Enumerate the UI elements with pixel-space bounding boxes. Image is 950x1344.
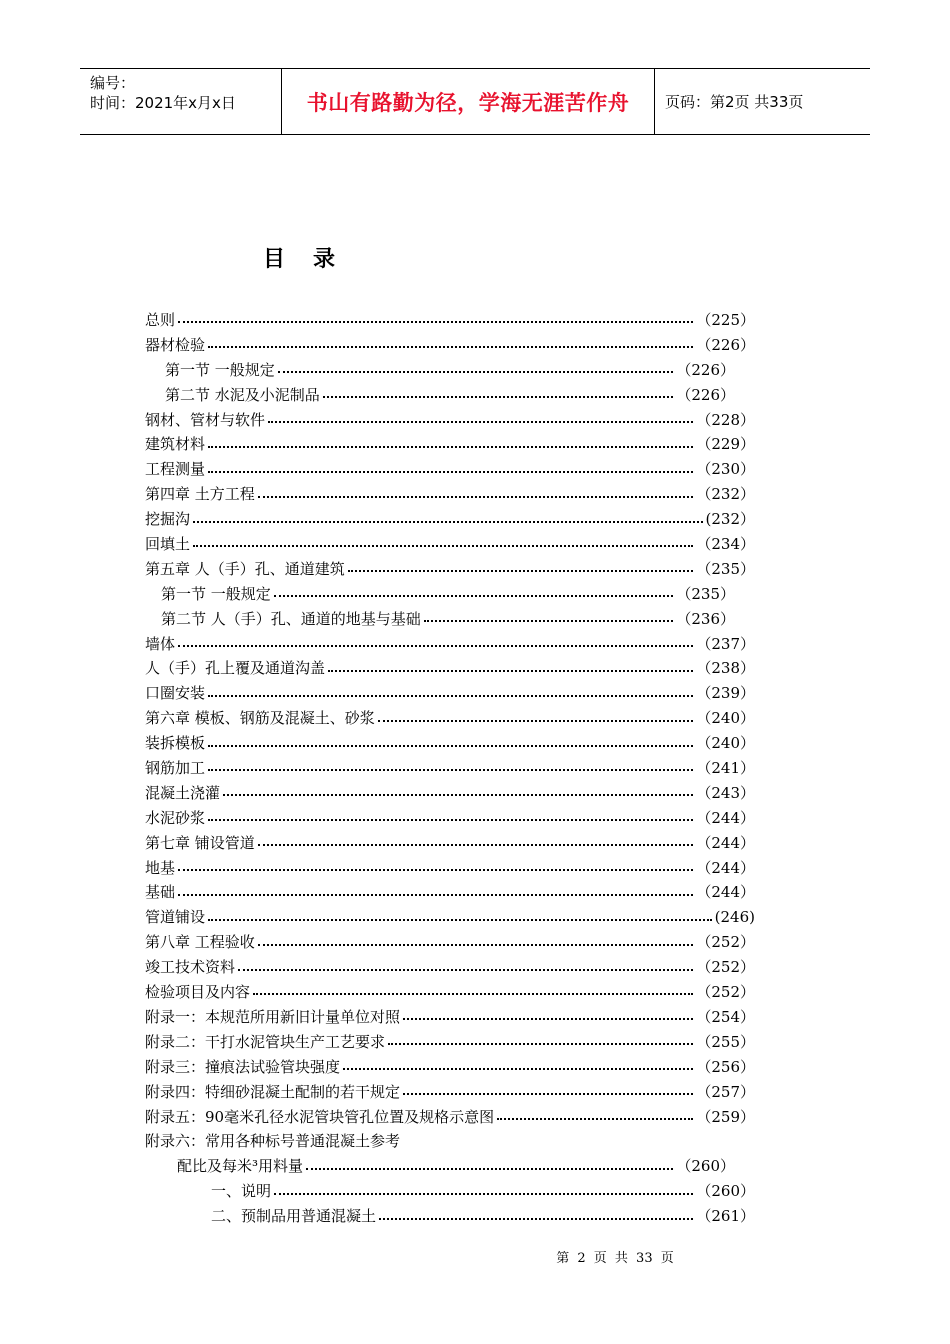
toc-leader-dots (268, 421, 693, 423)
toc-entry-label: 第七章 铺设管道 (145, 833, 255, 852)
toc-leader-dots (258, 844, 694, 846)
toc-leader-dots (253, 993, 693, 995)
toc-leader-dots (208, 446, 693, 448)
toc-entry-page: （257） (696, 1082, 755, 1101)
toc-entry-label: 附录六：常用各种标号普通混凝土参考 (145, 1132, 401, 1151)
toc-entry-label: 器材检验 (145, 335, 206, 354)
toc-entry-label: 第二节 水泥及小泥制品 (165, 385, 320, 404)
toc-entry-page: （254） (696, 1007, 755, 1026)
toc-entry (145, 482, 755, 507)
toc-entry-page: （236） (676, 609, 735, 628)
toc-entry-page: （252） (696, 958, 755, 977)
toc-entry (145, 806, 755, 831)
toc-entry-page: （244） (696, 883, 755, 902)
toc-entry-label: 水泥砂浆 (145, 808, 206, 827)
toc-leader-dots (274, 1193, 693, 1195)
toc-entry (145, 781, 755, 806)
toc-leader-dots (208, 819, 693, 821)
toc-entry (145, 308, 755, 333)
header-number: 编号： (90, 74, 136, 92)
toc-entry-label: 一、说明 (211, 1182, 272, 1201)
toc-entry-label: 总则 (145, 311, 176, 329)
toc-leader-dots (238, 969, 693, 971)
toc-entry-label: 基础 (145, 883, 176, 902)
toc-entry-label: 口圈安装 (145, 684, 206, 703)
toc-entry (145, 1055, 755, 1080)
toc-entry (145, 1080, 755, 1105)
toc-entry-page: （226） (676, 360, 735, 379)
toc-leader-dots (178, 894, 693, 896)
toc-entry (145, 358, 755, 383)
toc-leader-dots (348, 570, 694, 572)
toc-entry-page: （225） (696, 311, 755, 329)
toc-entry (145, 507, 755, 532)
toc-entry-page: （232） (696, 485, 755, 504)
toc-entry-page: （235） (696, 559, 755, 578)
toc-entry (145, 408, 755, 433)
toc-leader-dots (403, 1093, 693, 1095)
toc-entry (145, 1179, 755, 1204)
toc-entry-page: （244） (696, 858, 755, 877)
toc-entry (145, 532, 755, 557)
toc-leader-dots (278, 371, 674, 373)
toc-entry-page: （260） (676, 1157, 735, 1176)
toc-entry-page: （240） (696, 709, 755, 728)
toc-leader-dots (328, 670, 693, 672)
toc-leader-dots (208, 769, 693, 771)
toc-entry-page: （260） (696, 1182, 755, 1201)
toc-entry-label: 二、预制品用普通混凝土 (211, 1207, 377, 1226)
toc-title: 目录 (263, 247, 364, 272)
toc-leader-dots (208, 471, 693, 473)
toc-leader-dots (208, 346, 693, 348)
toc-entry (145, 656, 755, 681)
toc-leader-dots (258, 944, 694, 946)
header-motto: 书山有路勤为径，学海无涯苦作舟 (282, 69, 655, 134)
toc-entry (145, 856, 755, 881)
toc-entry (145, 980, 755, 1005)
toc-leader-dots (178, 645, 693, 647)
toc-entry-label: 检验项目及内容 (145, 983, 251, 1002)
toc-entry-label: 工程测量 (145, 460, 206, 479)
toc-entry (145, 756, 755, 781)
toc-entry-page: （252） (696, 983, 755, 1002)
toc-leader-dots (178, 869, 693, 871)
toc-entry (145, 1129, 755, 1154)
toc-entry-page: （252） (696, 933, 755, 952)
toc-leader-dots (379, 1218, 693, 1220)
toc-entry (145, 1204, 755, 1229)
toc-entry-page: （261） (696, 1207, 755, 1226)
toc-entry (145, 1105, 755, 1130)
toc-entry-label: 钢材、管材与软件 (145, 410, 266, 429)
toc-entry (145, 955, 755, 980)
toc-entry-page: （256） (696, 1057, 755, 1076)
toc-entry (145, 706, 755, 731)
toc-entry-label: 第二节 人（手）孔、通道的地基与基础 (161, 609, 421, 628)
toc-leader-dots (403, 1018, 693, 1020)
toc-leader-dots (497, 1118, 693, 1120)
toc-leader-dots (208, 919, 712, 921)
page-header (80, 68, 870, 135)
toc-entry-label: 建筑材料 (145, 435, 206, 454)
header-meta (80, 69, 282, 134)
toc-entry (145, 1154, 755, 1179)
toc-entry-page: （241） (696, 759, 755, 778)
toc-entry-label: 第一节 一般规定 (161, 584, 271, 603)
toc-entry-page: （228） (696, 410, 755, 429)
header-page-info: 页码：第2页 共33页 (665, 93, 804, 111)
toc-entry (145, 731, 755, 756)
toc-entry-page: （255） (696, 1032, 755, 1051)
toc-entry (145, 905, 755, 930)
toc-entry-label: 第一节 一般规定 (165, 360, 275, 379)
toc-entry-page: （240） (696, 734, 755, 753)
toc-leader-dots (208, 745, 693, 747)
toc-entry-page: （230） (696, 460, 755, 479)
page-footer: 第 2 页 共 33 页 (556, 1251, 674, 1266)
toc-entry-label: 地基 (145, 858, 176, 877)
toc-entry-page: (232） (705, 510, 755, 529)
toc-entry-page: （238） (696, 659, 755, 678)
toc-entry-page: （244） (696, 833, 755, 852)
toc-entry (145, 1005, 755, 1030)
toc-entry-label: 附录五：90毫米孔径水泥管块管孔位置及规格示意图 (145, 1107, 495, 1126)
toc-entry (145, 880, 755, 905)
toc-entry-page: （235） (676, 584, 735, 603)
toc-entry (145, 831, 755, 856)
toc-entry (145, 1030, 755, 1055)
toc-leader-dots (306, 1168, 673, 1170)
toc-entry-label: 配比及每米³用料量 (177, 1157, 304, 1176)
toc-entry (145, 383, 755, 408)
toc-entry (145, 557, 755, 582)
toc-leader-dots (274, 595, 674, 597)
toc-leader-dots (223, 794, 693, 796)
toc-entry-label: 第六章 模板、钢筋及混凝土、砂浆 (145, 709, 375, 728)
toc-entry-label: 挖掘沟 (145, 510, 191, 529)
toc-entry-page: (246) (714, 908, 755, 927)
toc-leader-dots (258, 496, 694, 498)
toc-entry (145, 582, 755, 607)
toc-entry-label: 附录一：本规范所用新旧计量单位对照 (145, 1007, 401, 1026)
toc-leader-dots (323, 396, 674, 398)
toc-entry (145, 432, 755, 457)
toc-leader-dots (178, 321, 693, 323)
toc-leader-dots (193, 521, 703, 523)
toc-entry-label: 附录四：特细砂混凝土配制的若干规定 (145, 1082, 401, 1101)
toc-entry-page: （229） (696, 435, 755, 454)
toc-entry-page: （226） (676, 385, 735, 404)
toc-entry-label: 管道铺设 (145, 908, 206, 927)
toc-entry (145, 333, 755, 358)
header-time: 时间：2021年x月x日 (90, 94, 236, 112)
toc-entry-label: 附录三：撞痕法试验管块强度 (145, 1057, 341, 1076)
toc-leader-dots (343, 1068, 693, 1070)
toc-entry-label: 墙体 (145, 634, 176, 653)
toc-entry (145, 457, 755, 482)
toc-entry-page: （244） (696, 808, 755, 827)
toc-entry-label: 第五章 人（手）孔、通道建筑 (145, 559, 345, 578)
toc-entry-label: 混凝土浇灌 (145, 783, 221, 802)
toc-entry (145, 681, 755, 706)
toc-entry-label: 装拆模板 (145, 734, 206, 753)
toc-entry-label: 钢筋加工 (145, 759, 206, 778)
toc-entry-label: 回填土 (145, 535, 191, 554)
toc-leader-dots (208, 695, 693, 697)
toc-leader-dots (378, 720, 694, 722)
table-of-contents (145, 308, 755, 1229)
toc-leader-dots (424, 620, 674, 622)
toc-entry-label: 第八章 工程验收 (145, 933, 255, 952)
toc-entry-page: （239） (696, 684, 755, 703)
toc-entry (145, 607, 755, 632)
toc-entry-label: 竣工技术资料 (145, 958, 236, 977)
toc-entry-page: （243） (696, 783, 755, 802)
toc-leader-dots (388, 1043, 693, 1045)
toc-entry (145, 632, 755, 657)
toc-entry-page: （226） (696, 335, 755, 354)
toc-entry-page: （259） (696, 1107, 755, 1126)
toc-leader-dots (193, 545, 693, 547)
toc-entry-label: 附录二：干打水泥管块生产工艺要求 (145, 1032, 386, 1051)
toc-entry-label: 第四章 土方工程 (145, 485, 255, 504)
toc-entry-label: 人（手）孔上覆及通道沟盖 (145, 659, 326, 678)
toc-entry (145, 930, 755, 955)
toc-entry-page: （234） (696, 535, 755, 554)
toc-entry-page: （237） (696, 634, 755, 653)
